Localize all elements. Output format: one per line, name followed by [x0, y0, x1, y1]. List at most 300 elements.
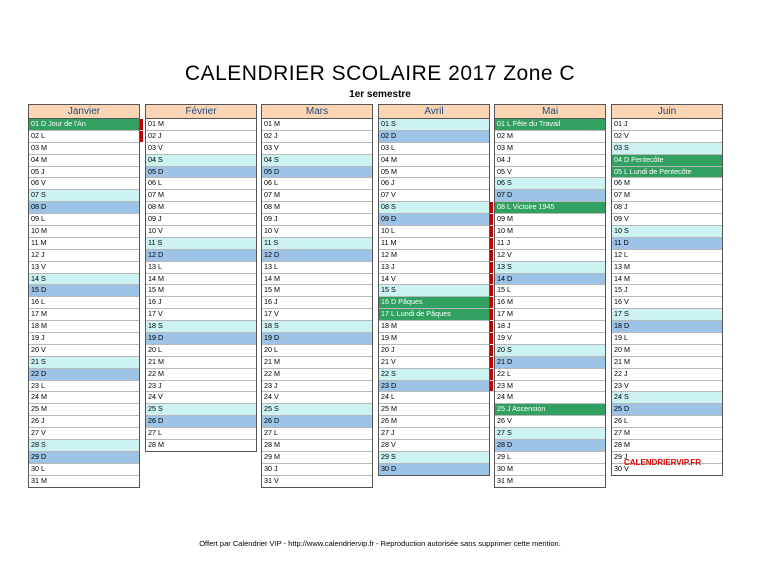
day-label: 15 M [148, 285, 164, 295]
day-row [379, 131, 489, 143]
day-row [495, 392, 605, 404]
day-row [495, 178, 605, 190]
day-label: 21 M [264, 356, 280, 366]
month-header: Janvier [29, 104, 139, 119]
day-label: 07 M [614, 190, 630, 200]
day-label: 17 V [264, 309, 279, 319]
day-label: 28 M [148, 440, 164, 450]
day-label: 30 V [614, 463, 629, 473]
day-row [612, 226, 722, 238]
day-label: 07 D [497, 190, 513, 200]
day-row [146, 143, 256, 155]
vacation-marker [140, 131, 143, 142]
day-label: 17 S [614, 309, 629, 319]
month-column-2 [261, 104, 373, 488]
day-label: 27 L [264, 428, 278, 438]
day-label: 05 J [31, 166, 45, 176]
day-label: 01 M [148, 119, 164, 128]
month-header: Mars [262, 104, 372, 119]
day-row [379, 392, 489, 404]
day-label: 06 M [614, 178, 630, 188]
day-label: 03 L [381, 142, 395, 152]
day-row [262, 202, 372, 214]
day-label: 11 M [381, 237, 397, 247]
day-row [29, 369, 139, 381]
day-label: 02 L [31, 130, 45, 140]
day-row [29, 143, 139, 155]
day-row [146, 345, 256, 357]
day-row [146, 404, 256, 416]
day-row [495, 309, 605, 321]
day-row [29, 238, 139, 250]
day-label: 27 M [614, 428, 630, 438]
day-label: 20 L [148, 344, 162, 354]
day-row [495, 428, 605, 440]
day-label: 24 S [614, 392, 629, 402]
vacation-marker [490, 333, 493, 344]
day-row [495, 297, 605, 309]
day-label: 11 D [614, 237, 629, 247]
day-label: 16 L [31, 297, 45, 307]
day-row [612, 214, 722, 226]
day-label: 04 J [497, 154, 511, 164]
day-row [612, 155, 722, 167]
day-label: 14 S [31, 273, 46, 283]
day-row [146, 309, 256, 321]
day-label: 12 M [381, 249, 397, 259]
day-row [495, 416, 605, 428]
day-label: 24 V [264, 392, 279, 402]
day-row [379, 167, 489, 179]
day-label: 16 M [497, 297, 513, 307]
day-row [612, 190, 722, 202]
day-row [379, 214, 489, 226]
day-row [262, 250, 372, 262]
day-row [612, 333, 722, 345]
day-label: 23 J [148, 380, 162, 390]
day-row [146, 416, 256, 428]
day-row [379, 428, 489, 440]
day-row [495, 226, 605, 238]
day-label: 13 M [614, 261, 630, 271]
day-label: 18 S [264, 321, 279, 331]
day-row [379, 202, 489, 214]
day-label: 23 V [614, 380, 629, 390]
day-label: 06 L [148, 178, 162, 188]
day-row [495, 285, 605, 297]
day-label: 13 V [31, 261, 46, 271]
day-label: 28 M [614, 440, 630, 450]
vacation-marker [490, 238, 493, 249]
day-label: 03 V [148, 142, 163, 152]
month-header: Mai [495, 104, 605, 119]
day-label: 24 V [148, 392, 163, 402]
day-row [612, 404, 722, 416]
month-column-3 [378, 104, 490, 476]
day-label: 15 M [264, 285, 280, 295]
day-label: 07 M [264, 190, 280, 200]
day-label: 03 V [264, 142, 279, 152]
day-label: 23 J [264, 380, 278, 390]
day-row [262, 167, 372, 179]
day-label: 04 S [148, 154, 163, 164]
day-label: 29 D [31, 451, 47, 461]
day-label: 22 M [148, 368, 164, 378]
day-label: 19 L [614, 333, 628, 343]
day-row [379, 226, 489, 238]
day-row [262, 321, 372, 333]
day-label: 17 V [148, 309, 163, 319]
day-label: 26 J [31, 416, 45, 426]
day-label: 23 D [381, 380, 397, 390]
day-row [29, 404, 139, 416]
day-label: 01 M [264, 119, 280, 128]
day-row [379, 119, 489, 131]
day-label: 08 M [264, 202, 280, 212]
day-label: 07 M [148, 190, 164, 200]
day-row [262, 238, 372, 250]
day-label: 16 V [614, 297, 629, 307]
day-label: 13 J [381, 261, 395, 271]
day-row [146, 262, 256, 274]
day-row [495, 464, 605, 476]
day-row [262, 274, 372, 286]
day-row [262, 226, 372, 238]
vacation-marker [490, 345, 493, 356]
day-row [29, 262, 139, 274]
day-label: 21 M [614, 356, 630, 366]
day-label: 25 D [614, 404, 630, 414]
day-row [262, 381, 372, 393]
day-label: 17 M [497, 309, 513, 319]
day-row [262, 190, 372, 202]
day-row [146, 238, 256, 250]
day-label: 11 S [264, 237, 279, 247]
day-label: 18 M [31, 321, 47, 331]
day-label: 16 D Pâques [381, 297, 423, 307]
vacation-marker [490, 226, 493, 237]
day-row [262, 214, 372, 226]
day-label: 09 D [381, 214, 397, 224]
brand-label: CALENDRIERVIP.FR [624, 458, 702, 467]
day-label: 26 M [381, 416, 397, 426]
day-label: 19 J [31, 333, 45, 343]
day-label: 02 J [148, 130, 162, 140]
day-row [146, 274, 256, 286]
day-row [29, 297, 139, 309]
day-label: 02 V [614, 130, 629, 140]
day-label: 15 S [381, 285, 396, 295]
day-row [379, 464, 489, 475]
semester-subtitle: 1er semestre [349, 89, 411, 100]
day-label: 16 J [264, 297, 278, 307]
day-label: 18 D [614, 321, 630, 331]
day-label: 25 M [31, 404, 47, 414]
day-row [262, 155, 372, 167]
day-row [612, 167, 722, 179]
footer-note: Offert par Calendrier VIP - http://www.calendriervip.fr - Reproduction autorisée sans supprimer cette mention. [199, 539, 561, 548]
day-row [262, 392, 372, 404]
day-row [495, 333, 605, 345]
day-label: 28 V [381, 440, 396, 450]
day-label: 11 M [31, 237, 47, 247]
day-label: 02 M [497, 130, 513, 140]
day-label: 29 M [264, 451, 280, 461]
day-label: 04 M [381, 154, 397, 164]
day-row [612, 440, 722, 452]
day-row [29, 321, 139, 333]
day-row [146, 357, 256, 369]
day-row [146, 285, 256, 297]
day-row [379, 369, 489, 381]
day-row [29, 476, 139, 487]
day-label: 27 L [148, 428, 162, 438]
day-row [146, 381, 256, 393]
day-row [262, 262, 372, 274]
day-label: 28 D [497, 440, 513, 450]
day-row [612, 297, 722, 309]
day-row [146, 440, 256, 451]
day-label: 21 D [497, 356, 513, 366]
vacation-marker [490, 250, 493, 261]
day-label: 20 L [264, 344, 278, 354]
day-row [262, 297, 372, 309]
day-label: 01 S [381, 119, 396, 128]
day-label: 24 M [31, 392, 47, 402]
day-row [495, 250, 605, 262]
day-row [495, 321, 605, 333]
day-row [262, 404, 372, 416]
day-label: 06 J [381, 178, 395, 188]
day-label: 20 V [31, 344, 46, 354]
day-row [495, 190, 605, 202]
day-label: 27 S [497, 428, 512, 438]
day-row [146, 333, 256, 345]
day-row [29, 190, 139, 202]
vacation-marker [490, 285, 493, 296]
day-row [146, 392, 256, 404]
vacation-marker [490, 369, 493, 380]
day-label: 18 J [497, 321, 511, 331]
vacation-marker [490, 262, 493, 273]
day-row [379, 381, 489, 393]
day-row [262, 357, 372, 369]
day-row [29, 452, 139, 464]
day-label: 14 M [264, 273, 280, 283]
day-label: 09 L [31, 214, 45, 224]
day-label: 25 M [381, 404, 397, 414]
day-label: 13 L [148, 261, 162, 271]
day-row [262, 131, 372, 143]
vacation-marker [490, 321, 493, 332]
day-row [262, 178, 372, 190]
day-row [495, 345, 605, 357]
day-row [29, 381, 139, 393]
day-label: 22 J [614, 368, 628, 378]
day-row [612, 285, 722, 297]
day-row [29, 392, 139, 404]
day-label: 18 S [148, 321, 163, 331]
day-row [29, 274, 139, 286]
day-row [29, 464, 139, 476]
day-label: 01 J [614, 119, 628, 128]
day-row [146, 369, 256, 381]
day-row [29, 167, 139, 179]
day-label: 25 S [264, 404, 279, 414]
day-row [612, 357, 722, 369]
day-row [495, 119, 605, 131]
day-row [29, 357, 139, 369]
day-label: 20 S [497, 344, 512, 354]
day-label: 08 J [614, 202, 628, 212]
day-label: 14 M [614, 273, 630, 283]
day-label: 27 J [381, 428, 395, 438]
day-row [29, 202, 139, 214]
day-label: 09 M [497, 214, 513, 224]
day-label: 30 D [381, 463, 397, 473]
day-row [146, 297, 256, 309]
vacation-marker [490, 274, 493, 285]
day-label: 13 L [264, 261, 278, 271]
day-label: 10 V [264, 226, 279, 236]
day-label: 03 M [31, 142, 47, 152]
day-label: 22 M [264, 368, 280, 378]
day-row [379, 416, 489, 428]
day-row [612, 262, 722, 274]
day-label: 05 V [497, 166, 512, 176]
day-row [379, 285, 489, 297]
day-row [612, 416, 722, 428]
day-row [146, 250, 256, 262]
day-row [262, 440, 372, 452]
vacation-marker [490, 357, 493, 368]
day-row [379, 321, 489, 333]
day-row [146, 178, 256, 190]
day-label: 06 S [497, 178, 512, 188]
day-label: 10 V [148, 226, 163, 236]
day-row [29, 416, 139, 428]
day-label: 15 J [614, 285, 628, 295]
day-row [379, 238, 489, 250]
day-label: 03 S [614, 142, 629, 152]
day-row [379, 309, 489, 321]
day-label: 02 J [264, 130, 278, 140]
day-row [612, 119, 722, 131]
day-label: 19 D [148, 333, 164, 343]
day-label: 25 J Ascension [497, 404, 546, 414]
day-row [262, 416, 372, 428]
day-label: 23 M [497, 380, 513, 390]
month-column-4 [494, 104, 606, 488]
day-row [495, 167, 605, 179]
day-row [612, 274, 722, 286]
day-label: 20 M [614, 344, 630, 354]
day-row [612, 428, 722, 440]
day-label: 12 L [614, 249, 628, 259]
day-row [495, 452, 605, 464]
day-label: 29 S [381, 451, 396, 461]
day-row [495, 202, 605, 214]
day-label: 22 S [381, 368, 396, 378]
day-label: 14 M [148, 273, 164, 283]
day-label: 26 V [497, 416, 512, 426]
day-row [612, 392, 722, 404]
day-label: 08 D [31, 202, 47, 212]
day-row [262, 369, 372, 381]
day-label: 08 S [381, 202, 396, 212]
day-row [262, 143, 372, 155]
day-row [379, 333, 489, 345]
day-label: 21 V [381, 356, 396, 366]
day-row [495, 214, 605, 226]
day-label: 21 M [148, 356, 164, 366]
day-label: 05 L Lundi de Pentecôte [614, 166, 692, 176]
day-row [495, 262, 605, 274]
day-row [612, 381, 722, 393]
day-row [379, 297, 489, 309]
day-row [146, 190, 256, 202]
day-label: 30 J [264, 463, 278, 473]
day-row [379, 440, 489, 452]
day-row [495, 440, 605, 452]
day-row [262, 428, 372, 440]
day-label: 27 V [31, 428, 46, 438]
day-row [379, 274, 489, 286]
day-row [495, 381, 605, 393]
day-label: 06 V [31, 178, 46, 188]
day-row [146, 202, 256, 214]
day-label: 17 M [31, 309, 47, 319]
day-label: 19 M [381, 333, 397, 343]
day-row [379, 345, 489, 357]
day-label: 24 M [497, 392, 513, 402]
day-row [262, 333, 372, 345]
day-row [495, 238, 605, 250]
day-row [612, 131, 722, 143]
day-label: 04 M [31, 154, 47, 164]
day-label: 02 D [381, 130, 397, 140]
month-column-0 [28, 104, 140, 488]
day-label: 31 M [31, 475, 47, 485]
day-row [379, 357, 489, 369]
day-label: 09 J [264, 214, 278, 224]
day-row [146, 226, 256, 238]
day-label: 14 V [381, 273, 396, 283]
day-row [29, 226, 139, 238]
month-header: Avril [379, 104, 489, 119]
day-label: 10 M [497, 226, 513, 236]
month-header: Juin [612, 104, 722, 119]
day-row [612, 345, 722, 357]
month-column-1 [145, 104, 257, 452]
day-row [262, 309, 372, 321]
day-label: 05 D [148, 166, 164, 176]
day-row [495, 155, 605, 167]
day-label: 12 V [497, 249, 512, 259]
day-label: 09 V [614, 214, 629, 224]
day-label: 01 D Jour de l'An [31, 119, 86, 128]
day-label: 10 S [614, 226, 629, 236]
day-label: 12 D [264, 249, 280, 259]
day-row [262, 452, 372, 464]
day-label: 30 L [31, 463, 45, 473]
day-label: 19 D [264, 333, 280, 343]
day-label: 26 D [264, 416, 280, 426]
day-label: 25 S [148, 404, 163, 414]
day-row [379, 178, 489, 190]
day-row [495, 274, 605, 286]
vacation-marker [490, 309, 493, 320]
